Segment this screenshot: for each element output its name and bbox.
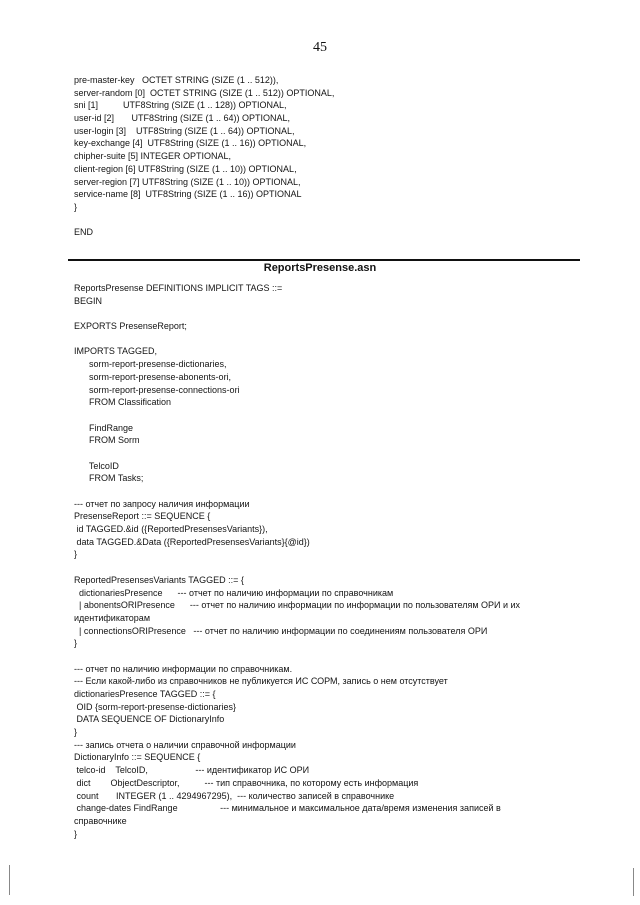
blank-line xyxy=(74,650,574,663)
code-line: client-region [6] UTF8String (SIZE (1 .. 10)) OPTIONAL, xyxy=(74,163,297,174)
code-line: --- отчет по наличию информации по справочникам. xyxy=(74,663,293,674)
code-line: ReportsPresense DEFINITIONS IMPLICIT TAGS ::= xyxy=(74,283,283,293)
code-line: telco-id TelcoID, --- идентификатор ИС ОРИ xyxy=(74,765,310,776)
code-line: pre-master-key OCTET STRING (SIZE (1 .. 512)), xyxy=(74,75,279,85)
code-line: END xyxy=(74,227,94,238)
code-line: } xyxy=(74,549,78,560)
blank-line xyxy=(74,214,574,227)
code-line: IMPORTS TAGGED, xyxy=(74,346,158,357)
code-line: sorm-report-presense-connections-ori xyxy=(74,384,240,395)
asn-code-block-main xyxy=(74,282,574,840)
code-line: TelcoID xyxy=(74,460,119,471)
code-line: data TAGGED.&Data ({ReportedPresensesVariants}{@id}) xyxy=(74,536,310,547)
file-title: ReportsPresense.asn xyxy=(263,262,377,274)
code-line: change-dates FindRange --- минимальное и максимальное дата/время изменения записей в xyxy=(74,803,501,814)
code-line: } xyxy=(74,727,78,738)
code-line: server-region [7] UTF8String (SIZE (1 .. 10)) OPTIONAL, xyxy=(74,176,301,187)
code-line: sorm-report-presense-abonents-ori, xyxy=(74,371,232,382)
blank-line xyxy=(74,409,574,422)
code-line: FindRange xyxy=(74,422,134,433)
scan-mark xyxy=(9,865,10,895)
blank-line xyxy=(74,307,574,320)
code-line: user-id [2] UTF8String (SIZE (1 .. 64)) OPTIONAL, xyxy=(74,113,291,124)
code-line: DictionaryInfo ::= SEQUENCE { xyxy=(74,752,201,763)
code-line: service-name [8] UTF8String (SIZE (1 .. 16)) OPTIONAL xyxy=(74,189,302,200)
asn-code-block-top xyxy=(74,74,574,239)
code-line: --- запись отчета о наличии справочной информации xyxy=(74,739,296,750)
code-line: } xyxy=(74,201,78,212)
code-line: id TAGGED.&id ({ReportedPresensesVariants}), xyxy=(74,524,268,535)
code-line: ReportedPresensesVariants TAGGED ::= { xyxy=(74,574,244,585)
code-line: BEGIN xyxy=(74,295,103,306)
scan-mark xyxy=(633,868,634,896)
blank-line xyxy=(74,447,574,460)
code-line: OID {sorm-report-presense-dictionaries} xyxy=(74,701,237,712)
code-line: sni [1] UTF8String (SIZE (1 .. 128)) OPTIONAL, xyxy=(74,100,287,111)
blank-line xyxy=(74,561,574,574)
blank-line xyxy=(74,485,574,498)
section-divider xyxy=(68,259,580,261)
code-line: user-login [3] UTF8String (SIZE (1 .. 64)) OPTIONAL, xyxy=(74,125,295,136)
code-line: | connectionsORIPresence --- отчет по наличию информации по соединениям пользователя ОРИ xyxy=(74,625,488,636)
code-line: dictionariesPresence --- отчет по наличию информации по справочникам xyxy=(74,587,394,598)
code-line: PresenseReport ::= SEQUENCE { xyxy=(74,511,211,522)
code-line: sorm-report-presense-dictionaries, xyxy=(74,359,227,370)
code-line: --- отчет по запросу наличия информации xyxy=(74,498,250,509)
blank-line xyxy=(74,333,574,346)
code-line: count INTEGER (1 .. 4294967295), --- количество записей в справочнике xyxy=(74,790,395,801)
code-line: | abonentsORIPresence --- отчет по наличию информации по информации по пользователям ОРИ и их xyxy=(74,600,521,611)
code-line: FROM Classification xyxy=(74,397,172,408)
code-line: --- Если какой-либо из справочников не публикуется ИС СОРМ, запись о нем отсутствует xyxy=(74,676,448,687)
code-line: FROM Tasks; xyxy=(74,473,144,484)
code-line: key-exchange [4] UTF8String (SIZE (1 .. 16)) OPTIONAL, xyxy=(74,138,307,149)
code-line: dict ObjectDescriptor, --- тип справочника, по которому есть информация xyxy=(74,777,419,788)
code-line: DATA SEQUENCE OF DictionaryInfo xyxy=(74,714,225,725)
code-line: } xyxy=(74,828,78,839)
code-line: dictionariesPresence TAGGED ::= { xyxy=(74,689,216,699)
code-line: } xyxy=(74,638,78,649)
code-line: EXPORTS PresenseReport; xyxy=(74,321,187,332)
code-line: FROM Sorm xyxy=(74,435,140,446)
code-line: server-random [0] OCTET STRING (SIZE (1 .. 512)) OPTIONAL, xyxy=(74,87,335,98)
page-number: 45 xyxy=(313,40,327,55)
code-line: справочнике xyxy=(74,815,127,826)
code-line: chipher-suite [5] INTEGER OPTIONAL, xyxy=(74,151,232,162)
code-line: идентификаторам xyxy=(74,612,151,623)
